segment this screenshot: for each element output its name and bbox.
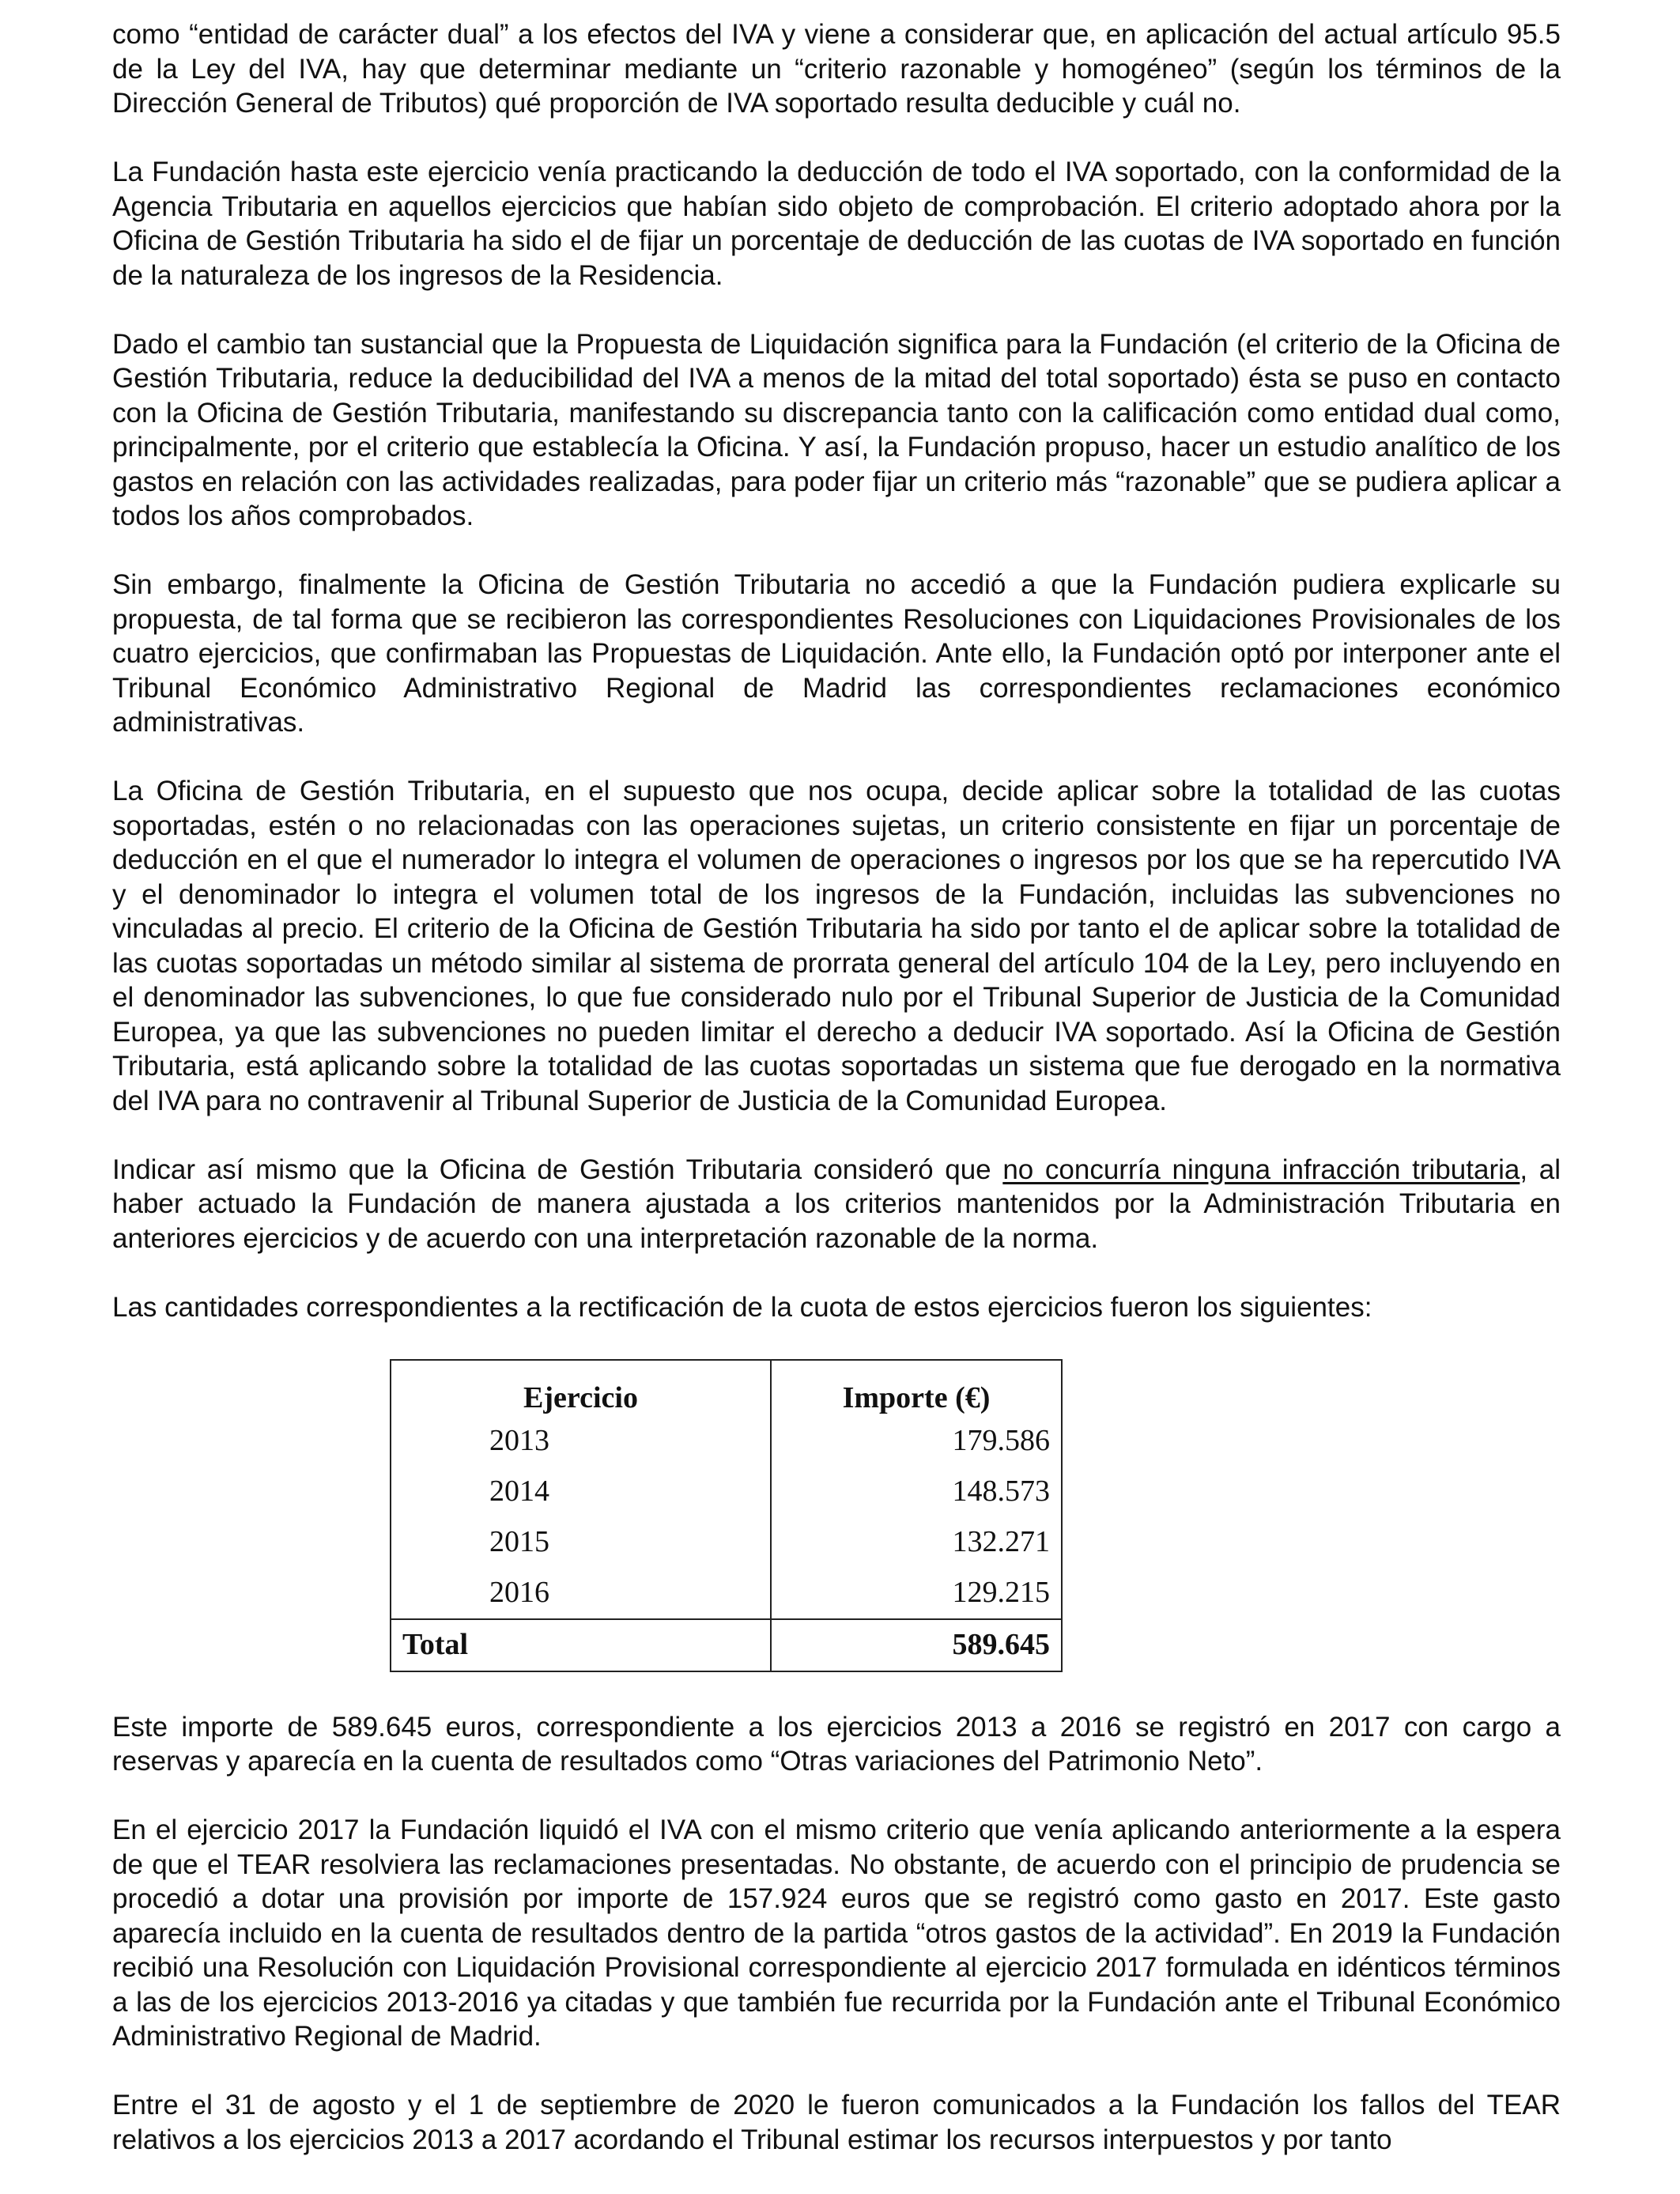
paragraph-importe-registrado: Este importe de 589.645 euros, correspondiente a los ejercicios 2013 a 2016 se registró en 2017 con cargo a reservas y aparecía en la cuenta de resultados como “Otras variaciones del Patrimonio Neto”. <box>112 1711 1561 1777</box>
amounts-table <box>390 1359 1063 1672</box>
cell-year: 2014 <box>391 1467 771 1517</box>
table-header-row <box>391 1360 1062 1416</box>
cell-amount: 148.573 <box>771 1467 1062 1517</box>
paragraph-infraccion <box>112 1153 1561 1256</box>
paragraph-deduccion-iva: La Fundación hasta este ejercicio venía practicando la deducción de todo el IVA soportado, con la conformidad de la Agencia Tributaria en aquellos ejercicios que habían sido objeto de comprobación. El criterio adoptado ahora por la Oficina de Gestión Tributaria ha sido el de fijar un porcentaje de deducción de las cuotas de IVA soportado en función de la naturaleza de los ingresos de la Residencia. <box>112 157 1561 291</box>
cell-amount: 179.586 <box>771 1416 1062 1467</box>
paragraph-criterio-oficina: La Oficina de Gestión Tributaria, en el supuesto que nos ocupa, decide aplicar sobre la totalidad de las cuotas soportadas, estén o no relacionadas con las operaciones sujetas, un criterio consistente en fijar un porcentaje de deducción en el que el numerador lo integra el volumen de operaciones o ingresos por los que se ha repercutido IVA y el denominador lo integra el volumen total de los ingresos de la Fundación, incluidas las subvenciones no vinculadas al precio. El criterio de la Oficina de Gestión Tributaria ha sido por tanto el de aplicar sobre la totalidad de las cuotas soportadas un método similar al sistema de prorrata general del artículo 104 de la Ley, pero incluyendo en el denominador las subvenciones, lo que fue considerado nulo por el Tribunal Superior de Justicia de la Comunidad Europea, ya que las subvenciones no pueden limitar el derecho a deducir IVA soportado. Así la Oficina de Gestión Tributaria, está aplicando sobre la totalidad de las cuotas soportadas un sistema que fue derogado en la normativa del IVA para no contravenir al Tribunal Superior de Justicia de la Comunidad Europea. <box>112 776 1561 1116</box>
paragraph-cantidades-intro: Las cantidades correspondientes a la rectificación de la cuota de estos ejercicios fueron los siguientes: <box>112 1291 1372 1323</box>
paragraph-ejercicio-2017: En el ejercicio 2017 la Fundación liquidó el IVA con el mismo criterio que venía aplicando anteriormente a la espera de que el TEAR resolviera las reclamaciones presentadas. No obstante, de acuerdo con el principio de prudencia se procedió a dotar una provisión por importe de 157.924 euros que se registró como gasto en 2017. Este gasto aparecía incluido en la cuenta de resultados dentro de la partida “otros gastos de la actividad”. En 2019 la Fundación recibió una Resolución con Liquidación Provisional correspondiente al ejercicio 2017 formulada en idénticos términos a las de los ejercicios 2013-2016 ya citadas y que también fue recurrida por la Fundación ante el Tribunal Económico Administrativo Regional de Madrid. <box>112 1814 1561 2052</box>
paragraph-reclamaciones: Sin embargo, finalmente la Oficina de Gestión Tributaria no accedió a que la Fundación pudiera explicarle su propuesta, de tal forma que se recibieron las correspondientes Resoluciones con Liquidaciones Provisionales de los cuatro ejercicios, que confirmaban las Propuestas de Liquidación. Ante ello, la Fundación optó por interponer ante el Tribunal Económico Administrativo Regional de Madrid las correspondientes reclamaciones económico administrativas. <box>112 569 1561 738</box>
table-row <box>391 1517 1062 1568</box>
cell-year: 2013 <box>391 1416 771 1467</box>
table-row <box>391 1568 1062 1619</box>
paragraph-infraccion-start: Indicar así mismo que la Oficina de Gestión Tributaria consideró que <box>112 1154 1003 1185</box>
cell-amount: 132.271 <box>771 1517 1062 1568</box>
cell-amount: 129.215 <box>771 1568 1062 1619</box>
table-row <box>391 1467 1062 1517</box>
paragraph-propuesta-liquidacion: Dado el cambio tan sustancial que la Propuesta de Liquidación significa para la Fundación (el criterio de la Oficina de Gestión Tributaria, reduce la deducibilidad del IVA a menos de la mitad del total soportado) ésta se puso en contacto con la Oficina de Gestión Tributaria, manifestando su discrepancia tanto con la calificación como entidad dual como, principalmente, por el criterio que establecía la Oficina. Y así, la Fundación propuso, hacer un estudio analítico de los gastos en relación con las actividades realizadas, para poder fijar un criterio más “razonable” que se pudiera aplicar a todos los años comprobados. <box>112 328 1561 531</box>
underlined-phrase: no concurría ninguna infracción tributaria <box>1002 1154 1520 1185</box>
total-label: Total <box>391 1619 771 1671</box>
document-page <box>112 17 1561 2192</box>
header-ejercicio: Ejercicio <box>391 1360 771 1416</box>
paragraph-infraccion-end: , al haber actuado la Fundación de manera ajustada a los criterios mantenidos por la Administración Tributaria en anteriores ejercicios y de acuerdo con una interpretación razonable de la norma. <box>112 1154 1561 1254</box>
header-importe: Importe (€) <box>771 1360 1062 1416</box>
table-total-row <box>391 1619 1062 1671</box>
paragraph-entidad-dual: como “entidad de carácter dual” a los efectos del IVA y viene a considerar que, en aplicación del actual artículo 95.5 de la Ley del IVA, hay que determinar mediante un “criterio razonable y homogéneo” (según los términos de la Dirección General de Tributos) qué proporción de IVA soportado resulta deducible y cuál no. <box>112 19 1561 119</box>
total-amount: 589.645 <box>771 1619 1062 1671</box>
cell-year: 2016 <box>391 1568 771 1619</box>
table-row <box>391 1416 1062 1467</box>
paragraph-fallos-tear: Entre el 31 de agosto y el 1 de septiembre de 2020 le fueron comunicados a la Fundación los fallos del TEAR relativos a los ejercicios 2013 a 2017 acordando el Tribunal estimar los recursos interpuestos y por tanto <box>112 2090 1561 2155</box>
cell-year: 2015 <box>391 1517 771 1568</box>
